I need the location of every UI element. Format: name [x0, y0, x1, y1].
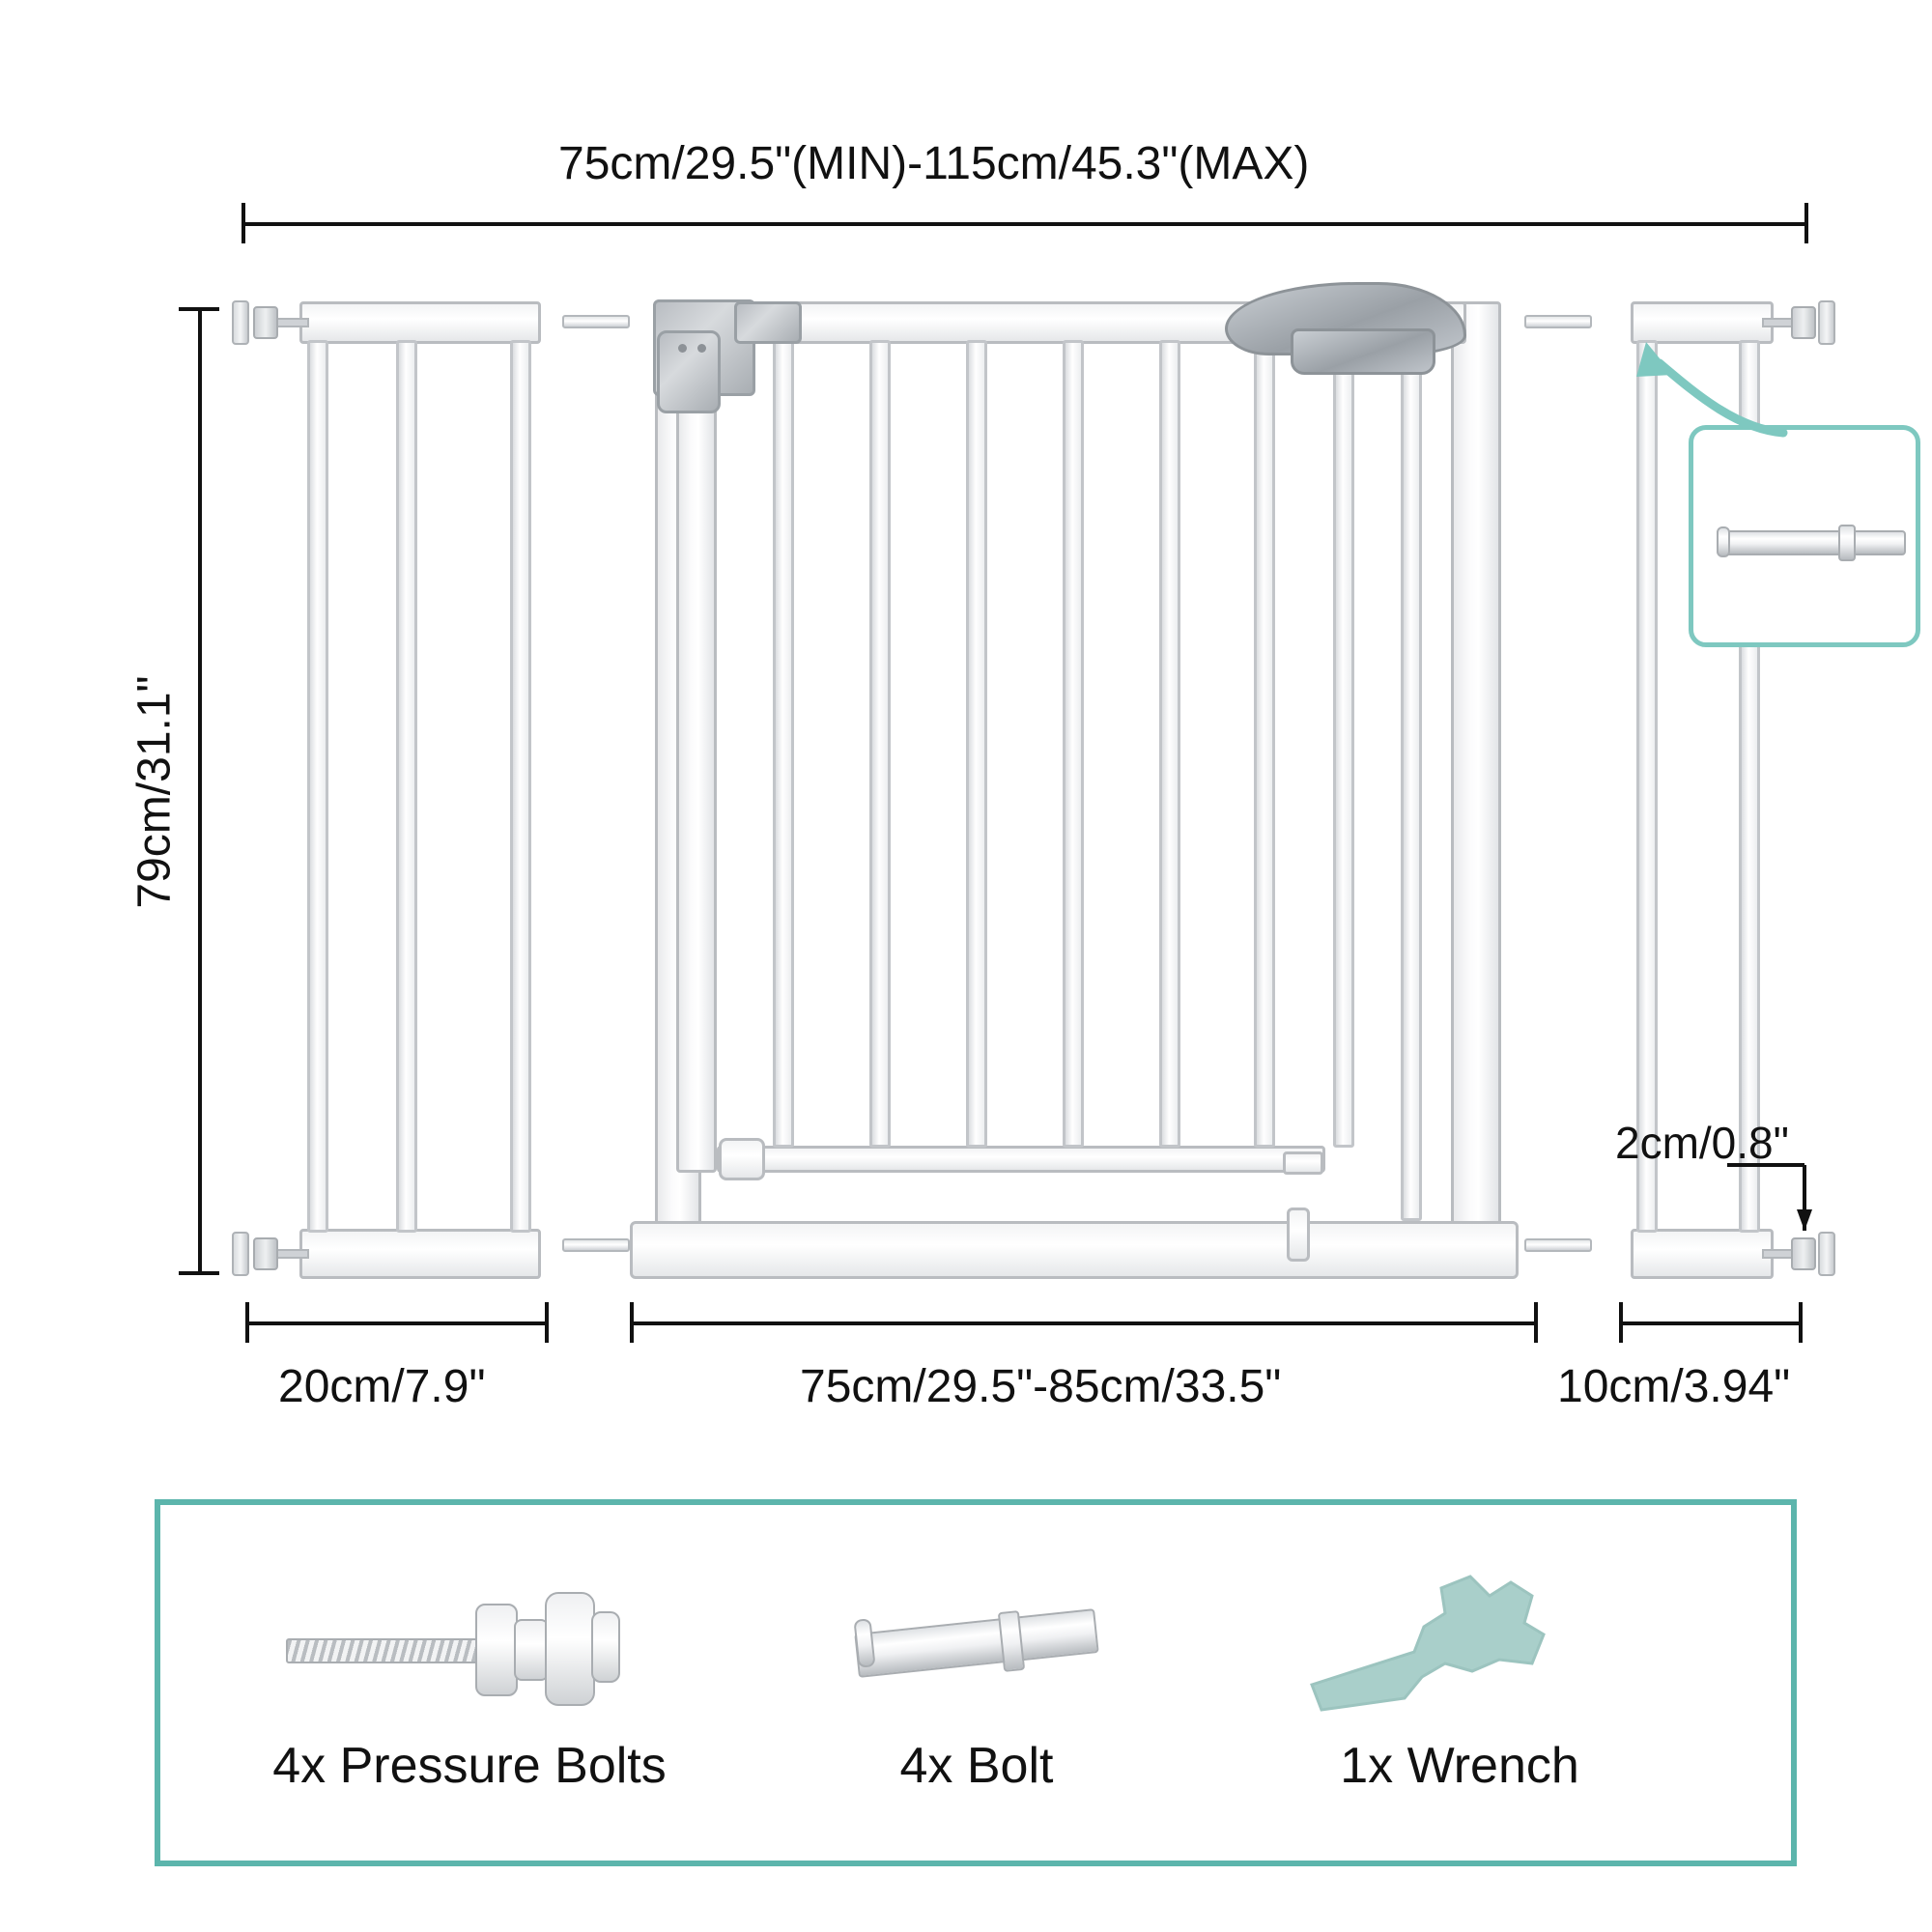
wrench-icon [1300, 1563, 1590, 1727]
left-dimension-line [245, 1321, 547, 1325]
accessory-label: 4x Pressure Bolts [272, 1738, 667, 1794]
left-dimension-tick-end [545, 1302, 549, 1343]
gate-bar [1333, 340, 1354, 1148]
height-dimension-label: 79cm/31.1" [128, 675, 181, 909]
pressure-bolt-icon [286, 1582, 634, 1708]
gate-bottom-pin [1287, 1208, 1310, 1262]
connector-bolt-bottom-right [1524, 1238, 1592, 1252]
connector-bolt-top-left [562, 315, 630, 328]
gate-bar [1254, 340, 1275, 1148]
gate-frame-right-post [1451, 301, 1501, 1279]
height-dimension-tick-bottom [179, 1271, 219, 1275]
left-dimension-tick-start [245, 1302, 249, 1343]
gate-dimension-tick-end [1534, 1302, 1538, 1343]
right-dimension-line [1619, 1321, 1803, 1325]
connector-bolt-top-right [1524, 315, 1592, 328]
connector-bolt-bottom-left [562, 1238, 630, 1252]
left-panel-bar [396, 340, 417, 1233]
top-dimension-line [242, 222, 1806, 226]
gate-dimension-tick-start [630, 1302, 634, 1343]
gate-bar [773, 340, 794, 1148]
hinge-block-lower [657, 330, 721, 413]
door-bottom-rail [717, 1146, 1325, 1173]
door-left-stile [676, 338, 717, 1173]
top-dimension-label: 75cm/29.5"(MIN)-115cm/45.3"(MAX) [558, 138, 1310, 189]
gate-bottom-rail [630, 1221, 1519, 1279]
door-bottom-stopper [719, 1138, 765, 1180]
left-panel-bar [307, 340, 328, 1233]
accessory-item-bolt [759, 1534, 1194, 1843]
height-dimension-tick-top [179, 307, 219, 311]
accessory-label: 4x Bolt [899, 1738, 1054, 1794]
gate-latch-handle-lower [1291, 328, 1435, 375]
gate-bar [869, 340, 891, 1148]
top-dimension-tick-left [242, 203, 245, 243]
left-panel-top-rail [299, 301, 541, 344]
accessory-item-pressure-bolts [218, 1534, 721, 1843]
hinge-dot [678, 344, 687, 353]
right-dimension-tick-start [1619, 1302, 1623, 1343]
gate-bar [1159, 340, 1180, 1148]
bolt-icon [1717, 523, 1906, 561]
callout-arrow-icon [1584, 328, 1797, 483]
accessories-panel [155, 1499, 1797, 1866]
pressure-bolt-bottom-left [230, 1233, 307, 1275]
gate-bar [1401, 340, 1422, 1221]
right-dimension-label: 10cm/3.94" [1557, 1361, 1791, 1412]
thickness-dimension-arrow [1721, 1159, 1837, 1246]
accessory-label: 1x Wrench [1340, 1738, 1579, 1794]
accessory-item-wrench [1233, 1534, 1687, 1843]
gate-dimension-label: 75cm/29.5"-85cm/33.5" [800, 1361, 1282, 1412]
gate-bar [1063, 340, 1084, 1148]
left-panel-bar [510, 340, 531, 1233]
gate-bar [966, 340, 987, 1148]
pressure-bolt-top-left [230, 301, 307, 344]
left-dimension-label: 20cm/7.9" [278, 1361, 486, 1412]
height-dimension-line [198, 307, 202, 1273]
bolt-icon [856, 1600, 1107, 1687]
gate-dimension-line [630, 1321, 1538, 1325]
left-panel-bottom-rail [299, 1229, 541, 1279]
door-bottom-lock-tab [1283, 1151, 1323, 1175]
hinge-dot [697, 344, 706, 353]
thickness-dimension-label: 2cm/0.8" [1615, 1118, 1789, 1168]
right-dimension-tick-end [1799, 1302, 1803, 1343]
hinge-arm [734, 301, 802, 344]
top-dimension-tick-right [1804, 203, 1808, 243]
